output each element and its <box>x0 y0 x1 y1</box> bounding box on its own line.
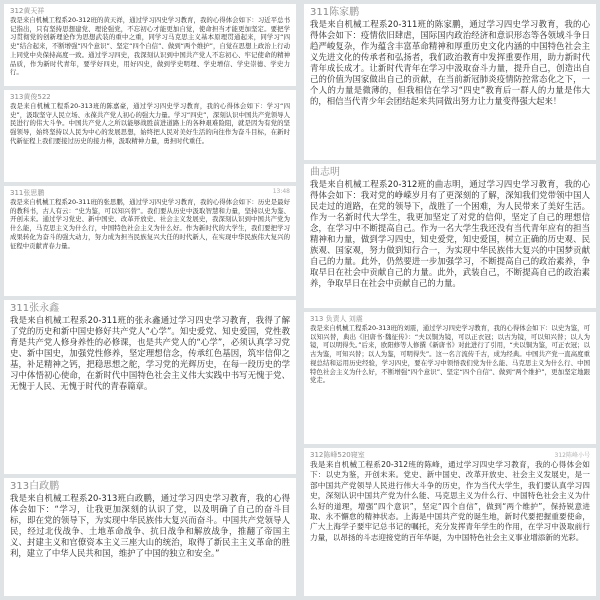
message-card-6 <box>304 4 596 160</box>
message-card-4 <box>4 300 296 474</box>
sender-name: 312陈峰520寝室 <box>310 451 365 459</box>
message-card-9 <box>304 448 596 596</box>
sender-name: 311陈家鹏 <box>310 7 360 18</box>
message-tag: 312陈峰小号 <box>554 452 590 459</box>
message-time: 13:48 <box>272 188 290 195</box>
sender-name: 312黄天祥 <box>10 7 45 15</box>
message-card-8 <box>304 312 596 444</box>
message-card-3 <box>4 186 296 296</box>
sender-name: 311张永鑫 <box>10 303 60 314</box>
sender-name: 曲志明 <box>310 167 340 178</box>
message-card-2 <box>4 90 296 182</box>
message-card-1 <box>4 4 296 86</box>
sender-name: 313白政鹏 <box>10 481 60 492</box>
message-text: 我是来自机械工程系20-311班的张永鑫通过学习四史学习教育，我得了解了党的历史和新中国史修好共产党人“心学”。知史爱党、知史爱国，党性教育是共产党人修身养性的必修课，也是共产党人的“心学”，必须认真学习党史、新中国史，加强党性修养，坚定理想信念，传承红色基因，筑牢信仰之基，补足精神之钙，把稳思想之舵，学习党的光辉历史，在每一段历史的学习中体悟初心使命，在新时代中国特色社会主义伟大实践中书写无愧于党、无愧于人民、无愧于时代的青春篇章。 <box>10 315 290 391</box>
message-text: 我是来自机械工程系20-311班的陈家鹏，通过学习四史学习教育，我的心得体会如下：疫情依旧肆虐，国际国内政治经济和意识形态等各领域斗争日趋严峻复杂，作为蕴含丰富革命精神和厚重历史文化内涵的中国特色社会主义先进文化的传承者和弘扬者，我们政治教育中发挥重要作用，助力新时代青年成长成才。让新时代青年在学习中汲取奋斗力量，提升自己，创造出自己的价值为国家做出自己的贡献，在当前新冠肺炎疫情防控常态化之下，一个人的力量是微薄的，但我相信在学习“四史”教育后一群人的力量是伟大的，相信当代青少年会团结起来共同做出努力让力量变得强大起来！ <box>310 19 590 106</box>
message-text: 我是来自机械工程系20-311班的张思鹏，通过学习四史学习教育，我的心得体会如下：历史是最好的教科书，古人有云：“史为鉴，可以知兴替”。我们要从历史中汲取智慧和力量，坚持以史为鉴、开创未来。通过学习党史、新中国史、改革开放史、社会主义发展史，我深刻认识到中国共产党为什么能，马克思主义为什么行，中国特色社会主义为什么好。作为新时代的大学生，我们要把学习成果转化为奋斗的强大动力，努力成为担当民族复兴大任的时代新人，在实现中华民族伟大复兴的征程中贡献青春力量。 <box>10 198 290 250</box>
message-text: 我是来自机械工程系20-313班白政鹏，通过学习四史学习教育，我的心得体会如下：“学习，让我更加深刻的认识了党，以及明确了自己的奋斗目标，即在党的领导下，为实现中华民族伟大复兴而奋斗。中国共产党领导人民，经过北伐战争、土地革命战争、抗日战争和解放战争，推翻了帝国主义、封建主义和官僚资本主义三座大山的统治，取得了新民主主义革命的胜利，建立了中华人民共和国，维护了中国的独立和安全。” <box>10 493 290 558</box>
sender-name: 313黄俊522 <box>10 93 51 101</box>
message-text: 我是来自机械工程系20-313班的陈嘉豪，通过学习四史学习教育，我的心得体会如下：学习“四史”，汲取坚守人民立场、永葆共产党人初心的强大力量。学习“四史”，深刻认识中国共产党领导人民进行的伟大斗争。中国共产党人之所以能够战胜前进道路上的各种艰难险阻，就是因为有党的坚强领导，始终坚持以人民为中心的发展思想，始终把人民对美好生活的向往作为奋斗目标，在新时代新征程上我们要接过历史的接力棒，汲取精神力量，勇担时代重任。 <box>10 102 290 145</box>
message-text: 我是来自机械工程系20-312班的曲志明，通过学习四史学习教育，我的心得体会如下：我对党的峥嵘岁月有了更深刻的了解，深知我们党带领中国人民走过的道路，在党的领导下，战胜了一个困难，为人民带来了美好生活。作为一名新时代大学生，我更加坚定了对党的信仰，坚定了自己的理想信念，在学习中不断提高自己。作为一名大学生我还没有当代青年应有的担当精神和力量，做到学习四史，知史爱党，知史爱国，树立正确的历史观、民族观、国家观，努力做到知行合一，为实现中华民族伟大复兴的中国梦贡献自己的力量。此外，仍然要进一步加强学习，不断提高自己的政治素养，争取早日在社会中贡献自己的力量。此外，武装自己，不断提高自己的政治素养，争取早日在社会中贡献自己的力量。 <box>310 179 590 288</box>
message-card-5 <box>4 478 296 596</box>
sender-name: 313 负责人 刘震 <box>310 315 363 323</box>
message-text: 我是来自机械工程系20-312班的黄天祥，通过学习四史学习教育，我的心得体会如下：习近平总书记指出，只有坚持思想建党、理论强党，不忘初心才能更加自觉，使命担当才能更加坚定。要把学习贯彻党的创新理论作为思想武装的重中之重，同学习马克思主义基本原理贯通起来，同学习“四史”结合起来，不断增强“四个意识”、坚定“四个自信”、做到“两个维护”，自觉在思想上政治上行动上同党中央保持高度一致。通过学习四史，我深刻认识到中国共产党人不忘初心、牢记使命的精神品质，作为新时代青年，要学好四史，用好四史，做到学史明理、学史增信、学史崇德、学史力行。 <box>10 16 290 77</box>
message-text: 我是来自机械工程系20-312班的陈峰，通过学习四史学习教育，我的心得体会如下：以史为鉴，开创未来。党史、新中国史、改革开放史、社会主义发展史，是一部中国共产党领导人民进行伟大斗争的历史，作为当代大学生，我们要认真学习四史，深刻认识中国共产党为什么能、马克思主义为什么行、中国特色社会主义为什么好的道理，增强“四个意识”，坚定“四个自信”，做到“两个维护”，保持锐意进取、永不懈怠的精神状态。上海是中国共产党的诞生地，新时代要把握重要使命，广大上海学子要牢记总书记的嘱托，充分发挥青年学生的作用，在学习中汲取前行力量，以昂扬的斗志迎接党的百年华诞，为中国特色社会主义事业增添新的光彩。 <box>310 460 590 542</box>
sender-name: 311张思鹏 <box>10 189 45 197</box>
message-card-7 <box>304 164 596 308</box>
message-text: 我是来自机械工程系20-313班的刘震，通过学习四史学习教育，我的心得体会如下：以史为鉴，可以知兴替，典出《旧唐书·魏征传》：“夫以铜为镜，可以正衣冠；以古为镜，可以知兴替；以人为镜，可以明得失。”后来，欧阳修等人修撰《新唐书》对此进行了引用，“夫以铜为鉴，可正衣冠；以古为鉴，可知兴替；以人为鉴，可明得失”。这一名言流传千古，成为经典。中国共产党一直高度重视总结和运用历史经验，学习四史，要在学习中领悟我们党为什么能、马克思主义为什么行、中国特色社会主义为什么好，不断增强“四个意识”、坚定“四个自信”、做到“两个维护”，更加坚定地跟党走。 <box>310 324 590 385</box>
